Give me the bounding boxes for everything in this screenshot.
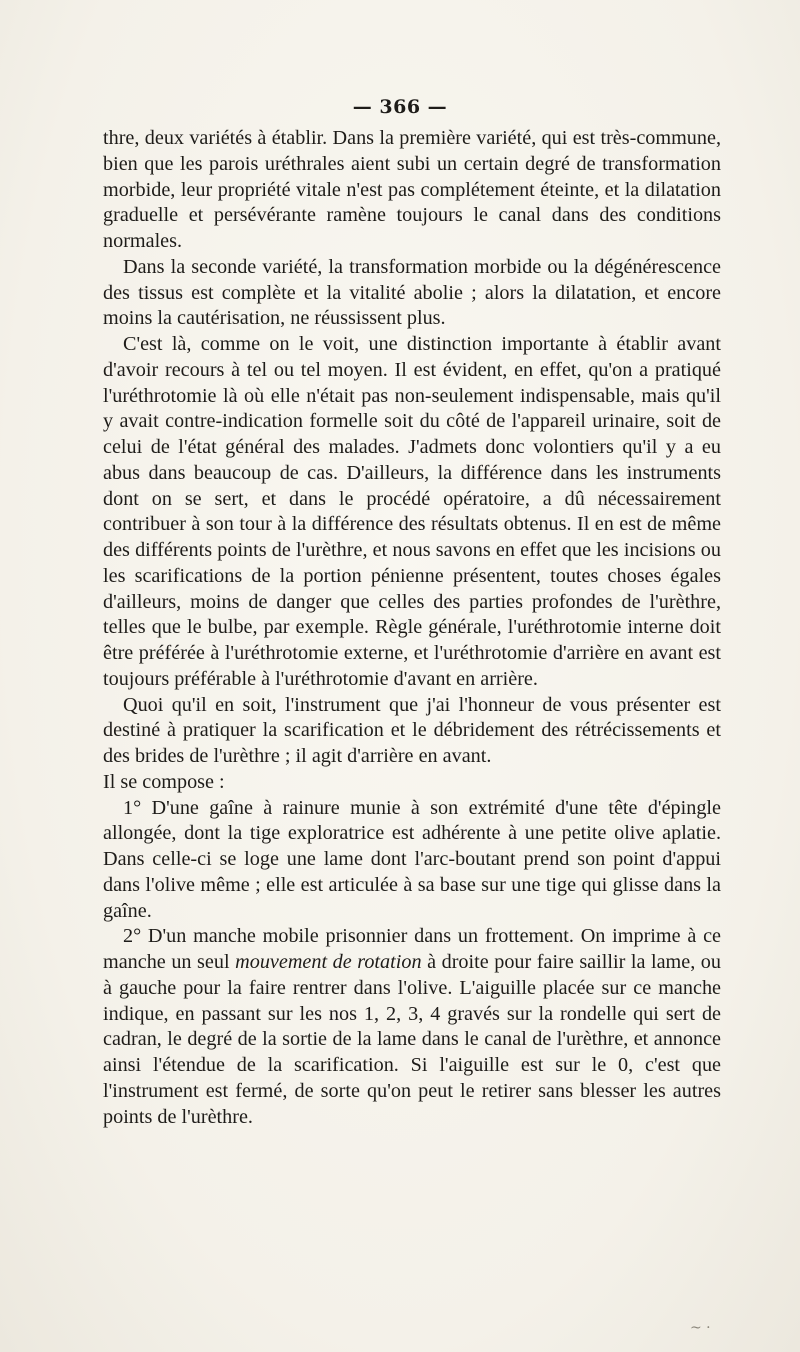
paragraph-7-start: 2° D'un manche mobile prisonnier dans un frottement. On imprime à ce manche un seul (103, 925, 721, 973)
paragraph-1: thre, deux variétés à établir. Dans la première variété, qui est très-commune, bien que les parois uréthrales aient subi un certain degré de transformation morbide, leur propriété vitale n'est pas complétement éteinte, et la dilatation graduelle et persévérante ramène toujours le canal dans des conditions normales. (103, 127, 721, 252)
paragraph-7-end: à droite pour faire saillir la lame, ou à gauche pour la faire rentrer dans l'olive. L'aiguille placée sur ce manche indique, en passant sur les nos 1, 2, 3, 4 gravés sur la rondelle qui sert de cadran, le degré de la sortie de la lame dans le canal de l'urèthre, et annonce ainsi l'étendue de la scarification. Si l'aiguille est sur le 0, c'est que l'instrument est fermé, de sorte qu'on peut le retirer sans blesser les autres points de l'urèthre. (103, 951, 721, 1128)
paragraph-5: Il se compose : (103, 770, 225, 793)
paragraph-7 (103, 924, 721, 1130)
page-number: — 366 — (352, 96, 448, 118)
paragraph-7-emphasis: mouvement de rotation (235, 951, 422, 973)
paragraph-3: C'est là, comme on le voit, une distinction importante à établir avant d'avoir recours à tel ou tel moyen. Il est évident, en effet, qu'on a pratiqué l'uréthrotomie là où elle n'était pas non-seulement indispensable, mais qu'il y avait contre-indication formelle soit du côté de l'appareil urinaire, soit de celui de l'état général des malades. J'admets donc volontiers qu'il y a eu abus dans beaucoup de cas. D'ailleurs, la différence dans les instruments dont on se sert, et dans le procédé opératoire, a dû nécessairement contribuer à son tour à la différence des résultats obtenus. Il en est de même des différents points de l'urèthre, et nous savons en effet que les incisions ou les scarifications de la portion pénienne présentent, toutes choses égales d'ailleurs, moins de danger que celles des parties profondes de l'urèthre, telles que le bulbe, par exemple. Règle générale, l'uréthrotomie interne doit être préférée à l'uréthrotomie externe, et l'uréthrotomie d'arrière en avant est toujours préférable à l'uréthrotomie d'avant en arrière. (103, 333, 721, 690)
paragraph-2: Dans la seconde variété, la transformation morbide ou la dégénérescence des tissus est complète et la vitalité abolie ; alors la dilatation, et encore moins la cautérisation, ne réussissent plus. (103, 255, 721, 330)
paragraph-4: Quoi qu'il en soit, l'instrument que j'ai l'honneur de vous présenter est destiné à pratiquer la scarification et le débridement des rétrécissements et des brides de l'urèthre ; il agit d'arrière en avant. (103, 693, 721, 767)
paragraph-6: 1° D'une gaîne à rainure munie à son extrémité d'une tête d'épingle allongée, dont la tige exploratrice est adhérente à une petite olive aplatie. Dans celle-ci se loge une lame dont l'arc-boutant prend son point d'appui dans l'olive même ; elle est articulée à sa base sur une tige qui glisse dans la gaîne. (103, 796, 721, 922)
ink-mark-icon: ~ · (690, 1320, 711, 1336)
body-text (103, 126, 721, 1130)
